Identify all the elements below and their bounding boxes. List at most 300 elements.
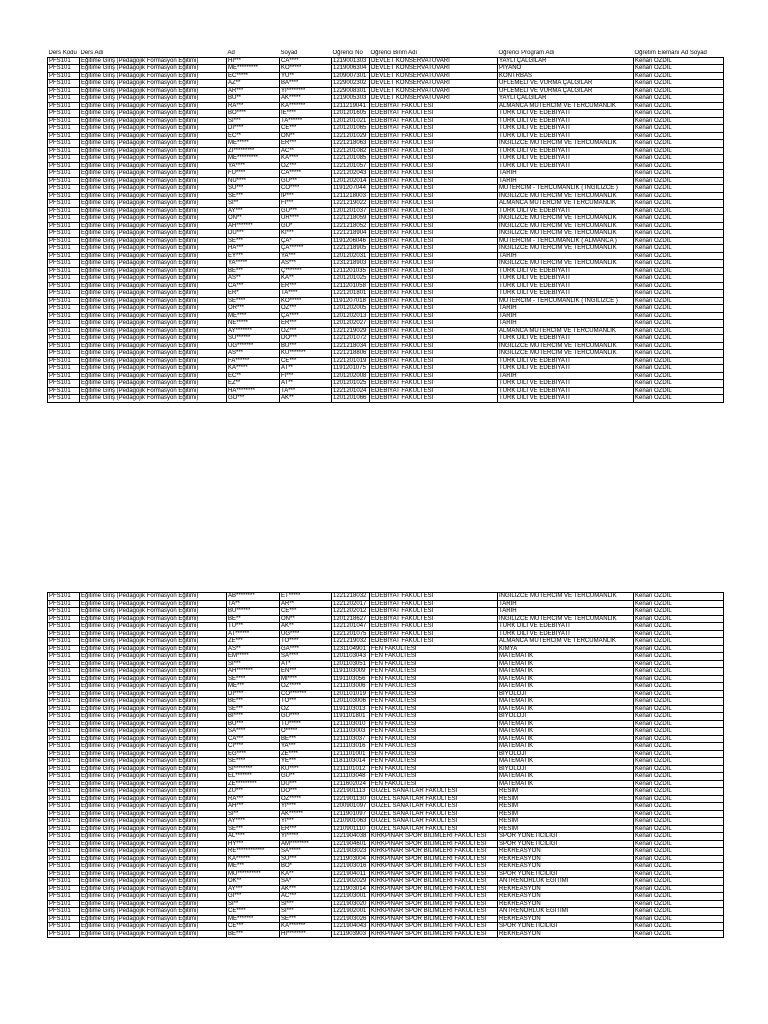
course-name-cell: Eğitime Giriş (Pedagojik Formasyon Eğitimi) <box>80 365 227 373</box>
program-cell: TARİH <box>498 608 634 616</box>
course-code-cell: PFS101 <box>48 297 80 305</box>
program-cell: TÜRK DİLİ VE EDEBİYATI <box>498 387 634 395</box>
unit-cell: EDEBİYAT FAKÜLTESİ <box>370 102 498 110</box>
table-row <box>48 600 724 608</box>
program-cell: TÜRK DİLİ VE EDEBİYATI <box>498 125 634 133</box>
student-no-cell: 1221902001 <box>332 908 370 916</box>
unit-cell: EDEBİYAT FAKÜLTESİ <box>370 185 498 193</box>
table-row <box>48 668 724 676</box>
unit-cell: EDEBİYAT FAKÜLTESİ <box>370 395 498 403</box>
course-name-cell: Eğitime Giriş (Pedagojik Formasyon Eğitimi) <box>80 132 227 140</box>
course-name-cell: Eğitime Giriş (Pedagojik Formasyon Eğitimi) <box>80 870 227 878</box>
course-code-cell: PFS101 <box>48 870 80 878</box>
course-name-cell: Eğitime Giriş (Pedagojik Formasyon Eğitimi) <box>80 395 227 403</box>
unit-cell: EDEBİYAT FAKÜLTESİ <box>370 600 498 608</box>
last-name-cell: SA* <box>280 878 332 886</box>
first-name-cell: CA*** <box>227 735 280 743</box>
course-name-cell: Eğitime Giriş (Pedagojik Formasyon Eğitimi) <box>80 200 227 208</box>
program-cell: KİMYA <box>498 645 634 653</box>
program-cell: RESİM <box>498 810 634 818</box>
course-code-cell: PFS101 <box>48 818 80 826</box>
first-name-cell: EC** <box>227 132 280 140</box>
table-row <box>48 728 724 736</box>
course-name-cell: Eğitime Giriş (Pedagojik Formasyon Eğitimi) <box>80 387 227 395</box>
student-no-cell: 1221218052 <box>332 222 370 230</box>
last-name-cell: SI*** <box>280 908 332 916</box>
table-row <box>48 222 724 230</box>
course-name-cell: Eğitime Giriş (Pedagojik Formasyon Eğitimi) <box>80 795 227 803</box>
student-no-cell: 1219001303 <box>332 57 370 65</box>
first-name-cell: ON** <box>227 215 280 223</box>
unit-cell: KIRKPINAR SPOR BİLİMLERİ FAKÜLTESİ <box>370 878 498 886</box>
table-row <box>48 803 724 811</box>
unit-cell: EDEBİYAT FAKÜLTESİ <box>370 357 498 365</box>
last-name-cell: BO* <box>280 863 332 871</box>
table-row <box>48 788 724 796</box>
course-code-cell: PFS101 <box>48 833 80 841</box>
last-name-cell: GÜ*** <box>280 177 332 185</box>
first-name-cell: AH*** <box>227 803 280 811</box>
last-name-cell: CE*** <box>280 125 332 133</box>
first-name-cell: KA***** <box>227 365 280 373</box>
student-no-cell: 1221903026 <box>332 915 370 923</box>
first-name-cell: SE**** <box>227 758 280 766</box>
program-cell: REKREASYON <box>498 848 634 856</box>
course-name-cell: Eğitime Giriş (Pedagojik Formasyon Eğitimi) <box>80 110 227 118</box>
table-row <box>48 170 724 178</box>
table-row <box>48 350 724 358</box>
last-name-cell: ÖZ*** <box>280 305 332 313</box>
student-no-cell: 1201201065 <box>332 125 370 133</box>
student-no-cell: 1191103013 <box>332 705 370 713</box>
header-course-name: Ders Adı <box>80 50 104 56</box>
course-name-cell: Eğitime Giriş (Pedagojik Formasyon Eğitimi) <box>80 638 227 646</box>
table-row <box>48 780 724 788</box>
first-name-cell: CE**** <box>227 908 280 916</box>
student-no-cell: 1211201058 <box>332 282 370 290</box>
last-name-cell: ÇA****** <box>280 245 332 253</box>
student-no-cell: 1221201029 <box>332 132 370 140</box>
program-cell: TARİH <box>498 320 634 328</box>
course-code-cell: PFS101 <box>48 660 80 668</box>
first-name-cell: BU*** <box>227 720 280 728</box>
student-no-cell: 1231104901 <box>332 645 370 653</box>
unit-cell: KIRKPINAR SPOR BİLİMLERİ FAKÜLTESİ <box>370 885 498 893</box>
instructor-cell: Kenan ÖZDİL <box>634 282 724 290</box>
course-name-cell: Eğitime Giriş (Pedagojik Formasyon Eğitimi) <box>80 72 227 80</box>
first-name-cell: GÖ*** <box>227 395 280 403</box>
instructor-cell: Kenan ÖZDİL <box>634 230 724 238</box>
course-name-cell: Eğitime Giriş (Pedagojik Formasyon Eğitimi) <box>80 207 227 215</box>
course-name-cell: Eğitime Giriş (Pedagojik Formasyon Eğitimi) <box>80 720 227 728</box>
instructor-cell: Kenan ÖZDİL <box>634 312 724 320</box>
course-name-cell: Eğitime Giriş (Pedagojik Formasyon Eğitimi) <box>80 335 227 343</box>
table-row <box>48 615 724 623</box>
instructor-cell: Kenan ÖZDİL <box>634 705 724 713</box>
unit-cell: KIRKPINAR SPOR BİLİMLERİ FAKÜLTESİ <box>370 930 498 938</box>
last-name-cell: AK** <box>280 623 332 631</box>
first-name-cell: AR*** <box>227 87 280 95</box>
unit-cell: GÜZEL SANATLAR FAKÜLTESİ <box>370 795 498 803</box>
course-name-cell: Eğitime Giriş (Pedagojik Formasyon Eğitimi) <box>80 260 227 268</box>
course-name-cell: Eğitime Giriş (Pedagojik Formasyon Eğitimi) <box>80 818 227 826</box>
program-cell: MATEMATİK <box>498 675 634 683</box>
program-cell: SPOR YÖNETİCİLİĞİ <box>498 833 634 841</box>
course-name-cell: Eğitime Giriş (Pedagojik Formasyon Eğitimi) <box>80 855 227 863</box>
student-no-cell: 1201202031 <box>332 252 370 260</box>
course-code-cell: PFS101 <box>48 848 80 856</box>
course-name-cell: Eğitime Giriş (Pedagojik Formasyon Eğitimi) <box>80 788 227 796</box>
student-no-cell: 1201201605 <box>332 110 370 118</box>
first-name-cell: ZE********* <box>227 780 280 788</box>
program-cell: REKREASYON <box>498 930 634 938</box>
program-cell: KONTRBAS <box>498 72 634 80</box>
last-name-cell: AT** <box>280 365 332 373</box>
program-cell: MATEMATİK <box>498 735 634 743</box>
table-row <box>48 885 724 893</box>
instructor-cell: Kenan ÖZDİL <box>634 87 724 95</box>
first-name-cell: KA****** <box>227 855 280 863</box>
instructor-cell: Kenan ÖZDİL <box>634 215 724 223</box>
last-name-cell: CO******* <box>280 690 332 698</box>
student-no-cell: 1191201075 <box>332 365 370 373</box>
instructor-cell: Kenan ÖZDİL <box>634 162 724 170</box>
table-row <box>48 698 724 706</box>
course-code-cell: PFS101 <box>48 185 80 193</box>
instructor-cell: Kenan ÖZDİL <box>634 683 724 691</box>
program-cell: MATEMATİK <box>498 698 634 706</box>
first-name-cell: AB******** <box>227 593 280 601</box>
first-name-cell: EZ** <box>227 380 280 388</box>
table-row <box>48 893 724 901</box>
unit-cell: KIRKPINAR SPOR BİLİMLERİ FAKÜLTESİ <box>370 848 498 856</box>
unit-cell: EDEBİYAT FAKÜLTESİ <box>370 342 498 350</box>
instructor-cell: Kenan ÖZDİL <box>634 57 724 65</box>
student-no-cell: 1211201035 <box>332 267 370 275</box>
course-code-cell: PFS101 <box>48 795 80 803</box>
program-cell: MATEMATİK <box>498 728 634 736</box>
course-code-cell: PFS101 <box>48 923 80 931</box>
student-no-cell: 1201103043 <box>332 653 370 661</box>
course-name-cell: Eğitime Giriş (Pedagojik Formasyon Eğitimi) <box>80 698 227 706</box>
instructor-cell: Kenan ÖZDİL <box>634 387 724 395</box>
unit-cell: KIRKPINAR SPOR BİLİMLERİ FAKÜLTESİ <box>370 893 498 901</box>
table-row <box>48 387 724 395</box>
instructor-cell: Kenan ÖZDİL <box>634 608 724 616</box>
unit-cell: EDEBİYAT FAKÜLTESİ <box>370 305 498 313</box>
instructor-cell: Kenan ÖZDİL <box>634 80 724 88</box>
unit-cell: EDEBİYAT FAKÜLTESİ <box>370 350 498 358</box>
instructor-cell: Kenan ÖZDİL <box>634 863 724 871</box>
course-name-cell: Eğitime Giriş (Pedagojik Formasyon Eğitimi) <box>80 810 227 818</box>
program-cell: İNGİLİZCE MÜTERCİM VE TERCÜMANLIK <box>498 350 634 358</box>
course-code-cell: PFS101 <box>48 780 80 788</box>
table-row <box>48 795 724 803</box>
instructor-cell: Kenan ÖZDİL <box>634 818 724 826</box>
instructor-cell: Kenan ÖZDİL <box>634 140 724 148</box>
table-row <box>48 162 724 170</box>
unit-cell: EDEBİYAT FAKÜLTESİ <box>370 623 498 631</box>
last-name-cell: SI*** <box>280 900 332 908</box>
student-no-cell: 1221904038 <box>332 833 370 841</box>
instructor-cell: Kenan ÖZDİL <box>634 645 724 653</box>
instructor-cell: Kenan ÖZDİL <box>634 110 724 118</box>
table-row <box>48 825 724 833</box>
course-name-cell: Eğitime Giriş (Pedagojik Formasyon Eğitimi) <box>80 660 227 668</box>
student-no-cell: 1221218034 <box>332 342 370 350</box>
course-name-cell: Eğitime Giriş (Pedagojik Formasyon Eğitimi) <box>80 350 227 358</box>
course-code-cell: PFS101 <box>48 743 80 751</box>
first-name-cell: ME**** <box>227 312 280 320</box>
course-code-cell: PFS101 <box>48 80 80 88</box>
student-no-cell: 1201103051 <box>332 660 370 668</box>
instructor-cell: Kenan ÖZDİL <box>634 342 724 350</box>
table-row <box>48 237 724 245</box>
last-name-cell: İE**** <box>280 110 332 118</box>
instructor-cell: Kenan ÖZDİL <box>634 630 724 638</box>
student-no-cell: 1191101801 <box>332 713 370 721</box>
instructor-cell: Kenan ÖZDİL <box>634 623 724 631</box>
program-cell: TÜRK DİLİ VE EDEBİYATI <box>498 357 634 365</box>
course-name-cell: Eğitime Giriş (Pedagojik Formasyon Eğitimi) <box>80 863 227 871</box>
unit-cell: EDEBİYAT FAKÜLTESİ <box>370 125 498 133</box>
first-name-cell: SI** <box>227 200 280 208</box>
program-cell: REKREASYON <box>498 863 634 871</box>
course-code-cell: PFS101 <box>48 395 80 403</box>
last-name-cell: SU*** <box>280 855 332 863</box>
table-row <box>48 720 724 728</box>
student-no-cell: 1221218032 <box>332 593 370 601</box>
course-name-cell: Eğitime Giriş (Pedagojik Formasyon Eğitimi) <box>80 177 227 185</box>
last-name-cell: BU*** <box>280 342 332 350</box>
instructor-cell: Kenan ÖZDİL <box>634 147 724 155</box>
last-name-cell: ER*** <box>280 282 332 290</box>
student-no-cell: 1221219032 <box>332 638 370 646</box>
student-no-cell: 1221202043 <box>332 170 370 178</box>
course-code-cell: PFS101 <box>48 713 80 721</box>
table-row <box>48 713 724 721</box>
course-code-cell: PFS101 <box>48 207 80 215</box>
course-name-cell: Eğitime Giriş (Pedagojik Formasyon Eğitimi) <box>80 290 227 298</box>
program-cell: MATEMATİK <box>498 720 634 728</box>
course-code-cell: PFS101 <box>48 863 80 871</box>
table-row <box>48 593 724 601</box>
course-code-cell: PFS101 <box>48 110 80 118</box>
unit-cell: FEN FAKÜLTESİ <box>370 728 498 736</box>
course-code-cell: PFS101 <box>48 252 80 260</box>
course-code-cell: PFS101 <box>48 230 80 238</box>
last-name-cell: ZE**** <box>280 750 332 758</box>
student-no-cell: 1221901113 <box>332 788 370 796</box>
last-name-cell: ON** <box>280 615 332 623</box>
instructor-cell: Kenan ÖZDİL <box>634 878 724 886</box>
course-code-cell: PFS101 <box>48 638 80 646</box>
instructor-cell: Kenan ÖZDİL <box>634 320 724 328</box>
unit-cell: FEN FAKÜLTESİ <box>370 668 498 676</box>
table-row <box>48 372 724 380</box>
course-name-cell: Eğitime Giriş (Pedagojik Formasyon Eğitimi) <box>80 80 227 88</box>
unit-cell: EDEBİYAT FAKÜLTESİ <box>370 387 498 395</box>
course-name-cell: Eğitime Giriş (Pedagojik Formasyon Eğitimi) <box>80 915 227 923</box>
program-cell: MÜTERCİM - TERCÜMANLIK ( İNGİLİZCE ) <box>498 185 634 193</box>
first-name-cell: OK** <box>227 878 280 886</box>
unit-cell: FEN FAKÜLTESİ <box>370 750 498 758</box>
last-name-cell: AC*** <box>280 893 332 901</box>
table-row <box>48 878 724 886</box>
program-cell: TÜRK DİLİ VE EDEBİYATI <box>498 117 634 125</box>
instructor-cell: Kenan ÖZDİL <box>634 788 724 796</box>
program-cell: TARİH <box>498 305 634 313</box>
course-name-cell: Eğitime Giriş (Pedagojik Formasyon Eğitimi) <box>80 608 227 616</box>
first-name-cell: SI*** <box>227 117 280 125</box>
header-program: Öğrenci Program Adı <box>498 50 555 56</box>
student-no-cell: 1211901097 <box>332 810 370 818</box>
course-code-cell: PFS101 <box>48 95 80 103</box>
last-name-cell: KA** <box>280 870 332 878</box>
student-no-cell: 1231218903 <box>332 260 370 268</box>
unit-cell: EDEBİYAT FAKÜLTESİ <box>370 380 498 388</box>
program-cell: REKREASYON <box>498 900 634 908</box>
last-name-cell: KA******* <box>280 923 332 931</box>
program-cell: TÜRK DİLİ VE EDEBİYATI <box>498 267 634 275</box>
table-row <box>48 177 724 185</box>
last-name-cell: DO*** <box>280 788 332 796</box>
first-name-cell: EC***** <box>227 72 280 80</box>
program-cell: TARİH <box>498 312 634 320</box>
instructor-cell: Kenan ÖZDİL <box>634 177 724 185</box>
table-row <box>48 147 724 155</box>
first-name-cell: TU*** <box>227 623 280 631</box>
unit-cell: EDEBİYAT FAKÜLTESİ <box>370 615 498 623</box>
instructor-cell: Kenan ÖZDİL <box>634 713 724 721</box>
course-name-cell: Eğitime Giriş (Pedagojik Formasyon Eğitimi) <box>80 320 227 328</box>
first-name-cell: DI**** <box>227 125 280 133</box>
instructor-cell: Kenan ÖZDİL <box>634 395 724 403</box>
course-code-cell: PFS101 <box>48 720 80 728</box>
last-name-cell: KO***** <box>280 65 332 73</box>
student-no-cell: 1191206046 <box>332 237 370 245</box>
table-row <box>48 930 724 938</box>
program-cell: ÜFLEMELİ VE VURMA ÇALGILAR <box>498 80 634 88</box>
student-table-bottom <box>47 592 724 938</box>
first-name-cell: DU*** <box>227 230 280 238</box>
instructor-cell: Kenan ÖZDİL <box>634 900 724 908</box>
first-name-cell: BI**** <box>227 713 280 721</box>
table-row <box>48 95 724 103</box>
student-no-cell: 1201201025 <box>332 275 370 283</box>
last-name-cell: UĞ**** <box>280 630 332 638</box>
student-no-cell: 1211103016 <box>332 743 370 751</box>
student-no-cell: 1201202008 <box>332 372 370 380</box>
program-cell: TARİH <box>498 252 634 260</box>
table-row <box>48 395 724 403</box>
first-name-cell: HA*** <box>227 245 280 253</box>
program-cell: RESİM <box>498 788 634 796</box>
program-cell: TÜRK DİLİ VE EDEBİYATI <box>498 623 634 631</box>
first-name-cell: RE************ <box>227 848 280 856</box>
program-cell: TÜRK DİLİ VE EDEBİYATI <box>498 282 634 290</box>
last-name-cell: İP*** <box>280 192 332 200</box>
last-name-cell: CA**** <box>280 57 332 65</box>
instructor-cell: Kenan ÖZDİL <box>634 237 724 245</box>
course-name-cell: Eğitime Giriş (Pedagojik Formasyon Eğitimi) <box>80 87 227 95</box>
table-row <box>48 185 724 193</box>
unit-cell: EDEBİYAT FAKÜLTESİ <box>370 335 498 343</box>
first-name-cell: ZE*** <box>227 638 280 646</box>
table-row <box>48 110 724 118</box>
instructor-cell: Kenan ÖZDİL <box>634 185 724 193</box>
program-cell: TÜRK DİLİ VE EDEBİYATI <box>498 162 634 170</box>
course-name-cell: Eğitime Giriş (Pedagojik Formasyon Eğitimi) <box>80 840 227 848</box>
program-cell: İNGİLİZCE MÜTERCİM VE TERCÜMANLIK <box>498 342 634 350</box>
table-row <box>48 267 724 275</box>
unit-cell: DEVLET KONSERVATUVARI <box>370 80 498 88</box>
course-code-cell: PFS101 <box>48 192 80 200</box>
first-name-cell: AY*** <box>227 207 280 215</box>
course-name-cell: Eğitime Giriş (Pedagojik Formasyon Eğitimi) <box>80 713 227 721</box>
last-name-cell: TO**** <box>280 638 332 646</box>
instructor-cell: Kenan ÖZDİL <box>634 668 724 676</box>
program-cell: İNGİLİZCE MÜTERCİM VE TERCÜMANLIK <box>498 593 634 601</box>
student-no-cell: 1211103048 <box>332 773 370 781</box>
unit-cell: GÜZEL SANATLAR FAKÜLTESİ <box>370 810 498 818</box>
table-row <box>48 660 724 668</box>
student-no-cell: 1201101019 <box>332 690 370 698</box>
course-code-cell: PFS101 <box>48 825 80 833</box>
student-no-cell: 1201202014 <box>332 177 370 185</box>
instructor-cell: Kenan ÖZDİL <box>634 252 724 260</box>
course-code-cell: PFS101 <box>48 305 80 313</box>
program-cell: İNGİLİZCE MÜTERCİM VE TERCÜMANLIK <box>498 215 634 223</box>
program-cell: TARİH <box>498 177 634 185</box>
student-no-cell: 1211903014 <box>332 885 370 893</box>
program-cell: YAYLI ÇALGILAR <box>498 57 634 65</box>
last-name-cell: YE*** <box>280 758 332 766</box>
student-no-cell: 1211103010 <box>332 720 370 728</box>
course-code-cell: PFS101 <box>48 365 80 373</box>
unit-cell: DEVLET KONSERVATUVARI <box>370 57 498 65</box>
student-no-cell: 1221903020 <box>332 900 370 908</box>
first-name-cell: ME******* <box>227 915 280 923</box>
course-name-cell: Eğitime Giriş (Pedagojik Formasyon Eğitimi) <box>80 380 227 388</box>
first-name-cell: ZI********* <box>227 147 280 155</box>
student-no-cell: 1221218806 <box>332 350 370 358</box>
first-name-cell: BE*** <box>227 698 280 706</box>
unit-cell: FEN FAKÜLTESİ <box>370 735 498 743</box>
program-cell: İNGİLİZCE MÜTERCİM VE TERCÜMANLIK <box>498 140 634 148</box>
student-no-cell: 1211903004 <box>332 855 370 863</box>
last-name-cell: TA**** <box>280 290 332 298</box>
first-name-cell: AH******* <box>227 668 280 676</box>
unit-cell: EDEBİYAT FAKÜLTESİ <box>370 252 498 260</box>
course-code-cell: PFS101 <box>48 312 80 320</box>
instructor-cell: Kenan ÖZDİL <box>634 780 724 788</box>
unit-cell: EDEBİYAT FAKÜLTESİ <box>370 593 498 601</box>
student-no-cell: 1211103006 <box>332 683 370 691</box>
table-row <box>48 683 724 691</box>
instructor-cell: Kenan ÖZDİL <box>634 698 724 706</box>
course-code-cell: PFS101 <box>48 57 80 65</box>
course-code-cell: PFS101 <box>48 222 80 230</box>
course-code-cell: PFS101 <box>48 140 80 148</box>
course-name-cell: Eğitime Giriş (Pedagojik Formasyon Eğitimi) <box>80 675 227 683</box>
last-name-cell: GÜ**** <box>280 713 332 721</box>
student-no-cell: 1219006304 <box>332 65 370 73</box>
last-name-cell: YÜ** <box>280 72 332 80</box>
course-name-cell: Eğitime Giriş (Pedagojik Formasyon Eğitimi) <box>80 162 227 170</box>
course-name-cell: Eğitime Giriş (Pedagojik Formasyon Eğitimi) <box>80 282 227 290</box>
last-name-cell: KU******* <box>280 350 332 358</box>
